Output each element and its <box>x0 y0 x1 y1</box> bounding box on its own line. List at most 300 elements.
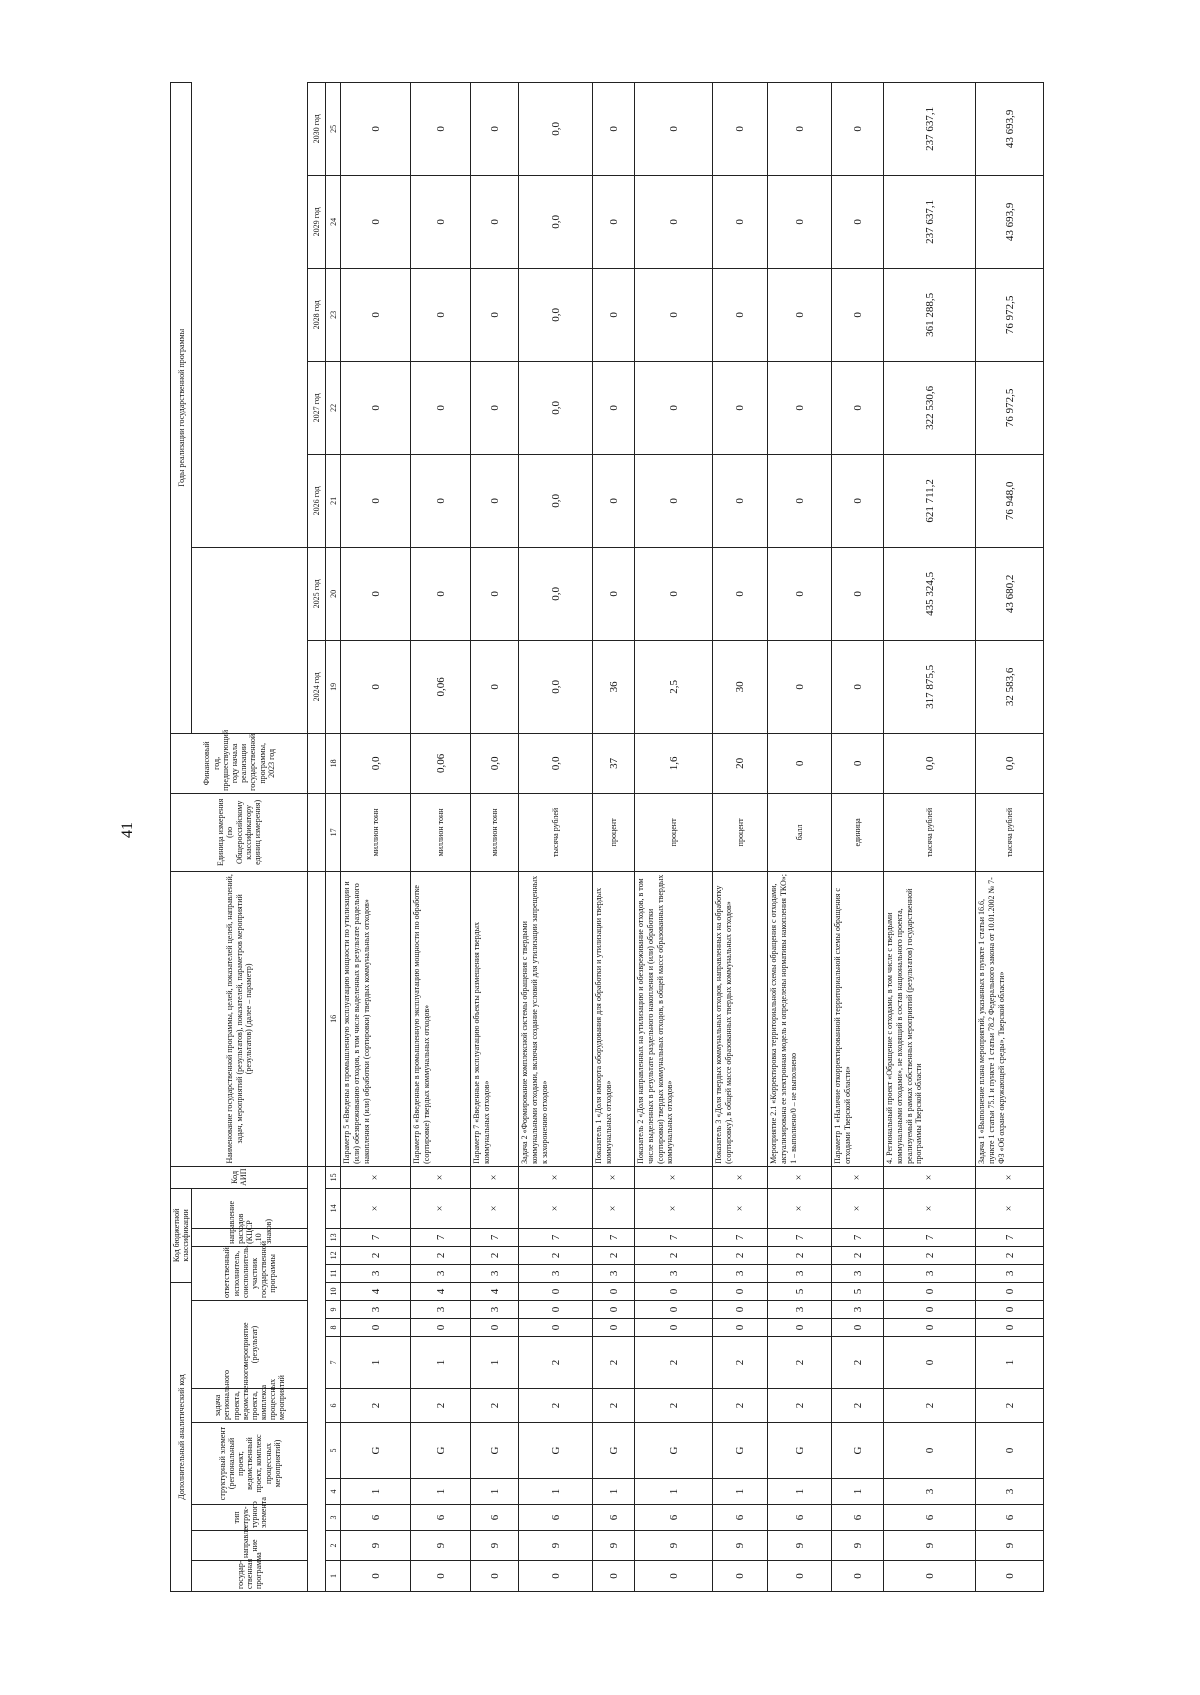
code-cell: 9 <box>519 1531 593 1561</box>
table-row <box>976 82 1044 1591</box>
table-row <box>411 82 471 1591</box>
value-cell: 0 <box>832 361 884 454</box>
code-cell: 3 <box>593 1264 635 1282</box>
code-cell: 2 <box>768 1337 832 1389</box>
table-row <box>768 82 832 1591</box>
value-cell: 0 <box>593 361 635 454</box>
col-num: 3 <box>326 1505 341 1531</box>
base-cell: 20 <box>713 733 768 793</box>
header-year-2026: 2026 год <box>308 454 326 547</box>
header-year-2024: 2024 год <box>308 640 326 733</box>
value-cell: 0 <box>471 175 519 268</box>
header-spacer-unit <box>308 793 326 871</box>
value-cell: 0 <box>341 640 411 733</box>
value-cell: 0 <box>411 361 471 454</box>
header-year-2030: 2030 год <box>308 82 326 175</box>
code-cell: 2 <box>635 1337 713 1389</box>
col-num: 10 <box>326 1282 341 1300</box>
header-years-title: Годы реализации государственной программы <box>171 82 192 733</box>
unit-cell: процент <box>713 793 768 871</box>
code-cell: 2 <box>341 1389 411 1423</box>
code-cell: 0 <box>713 1561 768 1592</box>
code-cell: 4 <box>411 1282 471 1300</box>
table-row <box>713 82 768 1591</box>
code-cell: 0 <box>341 1561 411 1592</box>
value-cell: 0 <box>471 82 519 175</box>
value-cell: 0 <box>635 547 713 640</box>
code-cell: 1 <box>713 1479 768 1505</box>
value-cell: 43 680,2 <box>976 547 1044 640</box>
name-cell: Показатель 1 «Доля импорта оборудования для обработки и утилизации твердых коммунальных отходов» <box>593 871 635 1166</box>
col-num: 16 <box>326 871 341 1166</box>
table-row <box>341 82 411 1591</box>
code-cell: 2 <box>471 1246 519 1264</box>
code-cell: 7 <box>635 1228 713 1246</box>
table-row <box>832 82 884 1591</box>
header-spacer <box>308 1166 326 1591</box>
code-cell: 2 <box>713 1389 768 1423</box>
base-cell: 1,6 <box>635 733 713 793</box>
code-cell: 2 <box>593 1246 635 1264</box>
value-cell: 0 <box>832 268 884 361</box>
value-cell: 0 <box>341 82 411 175</box>
kcsr-cell: × <box>768 1188 832 1228</box>
code-cell: 6 <box>411 1505 471 1531</box>
value-cell: 621 711,2 <box>884 454 976 547</box>
aip-cell: × <box>635 1166 713 1188</box>
value-cell: 317 875,5 <box>884 640 976 733</box>
name-cell: Задача 1 «Выполнение плана мероприятий, указанных в пункте 1 статьи 16.6, пункте 1 статьи 75.1 и пункте 1 статьи 78.2 Федерального закона от 10.01.2002 № 7-ФЗ «Об охране окружающей среды», Тверской области» <box>976 871 1044 1166</box>
code-cell: 0 <box>884 1301 976 1319</box>
value-cell: 76 972,5 <box>976 268 1044 361</box>
aip-cell: × <box>519 1166 593 1188</box>
code-cell: 0 <box>976 1423 1044 1479</box>
code-cell: 3 <box>832 1264 884 1282</box>
col-num: 21 <box>326 454 341 547</box>
code-cell: 3 <box>411 1301 471 1319</box>
code-cell: G <box>341 1423 411 1479</box>
code-cell: 9 <box>884 1531 976 1561</box>
value-cell: 0,0 <box>519 361 593 454</box>
header-budget-code: Код бюджетной классификации <box>171 1188 192 1282</box>
code-cell: 7 <box>976 1228 1044 1246</box>
col-num: 4 <box>326 1479 341 1505</box>
name-cell: Показатель 2 «Доля направленных на утилизацию и обезвреживание отходов, в том числе выделенных в результате раздельного накопления и (или) обработки (сортировки) твердых коммунальных отходов, в общей массе образованных твердых коммунальных отходов» <box>635 871 713 1166</box>
code-cell: 9 <box>635 1531 713 1561</box>
unit-cell: миллион тонн <box>471 793 519 871</box>
code-cell: 0 <box>411 1561 471 1592</box>
code-cell: 2 <box>976 1246 1044 1264</box>
base-cell: 0,0 <box>471 733 519 793</box>
code-cell: 0 <box>519 1282 593 1300</box>
code-cell: 6 <box>884 1505 976 1531</box>
code-cell: 1 <box>593 1479 635 1505</box>
value-cell: 0 <box>768 82 832 175</box>
base-cell: 0,0 <box>976 733 1044 793</box>
code-cell: 4 <box>471 1282 519 1300</box>
header-direction: направле-ние <box>192 1531 308 1561</box>
code-cell: 3 <box>832 1301 884 1319</box>
base-cell: 0 <box>832 733 884 793</box>
code-cell: 9 <box>471 1531 519 1561</box>
name-cell: 4. Региональный проект «Обращение с отходами, в том числе с твердыми коммунальными отходами», не входящий в состав национального проекта, реализуемый в рамках собственных мероприятий (результатов) государственной программы Тверской области <box>884 871 976 1166</box>
code-cell: 1 <box>471 1337 519 1389</box>
value-cell: 0 <box>471 361 519 454</box>
code-cell: 3 <box>519 1264 593 1282</box>
header-year-2028: 2028 год <box>308 268 326 361</box>
unit-cell: тысяча рублей <box>884 793 976 871</box>
name-cell: Параметр 7 «Введенные в эксплуатацию объекты размещения твердых коммунальных отходов» <box>471 871 519 1166</box>
col-num: 8 <box>326 1319 341 1337</box>
code-cell: 1 <box>411 1337 471 1389</box>
code-cell: G <box>471 1423 519 1479</box>
value-cell: 0 <box>411 454 471 547</box>
col-num: 6 <box>326 1389 341 1423</box>
kcsr-cell: × <box>593 1188 635 1228</box>
kcsr-cell: × <box>832 1188 884 1228</box>
code-cell: 2 <box>411 1246 471 1264</box>
header-additional-code: Дополнительный аналитический код <box>171 1282 192 1591</box>
base-cell: 37 <box>593 733 635 793</box>
col-num: 13 <box>326 1228 341 1246</box>
code-cell: 0 <box>768 1319 832 1337</box>
code-cell: 1 <box>411 1479 471 1505</box>
code-cell: 5 <box>832 1282 884 1300</box>
col-num: 5 <box>326 1423 341 1479</box>
value-cell: 0 <box>471 454 519 547</box>
col-num: 11 <box>326 1264 341 1282</box>
unit-cell: балл <box>768 793 832 871</box>
code-cell: 2 <box>768 1246 832 1264</box>
code-cell: 0 <box>832 1561 884 1592</box>
aip-cell: × <box>976 1166 1044 1188</box>
header-unit: Единица измерения (по Общероссийскому классификатору единиц измерения) <box>171 793 308 871</box>
base-cell: 0,0 <box>519 733 593 793</box>
code-cell: 2 <box>976 1389 1044 1423</box>
value-cell: 43 693,9 <box>976 175 1044 268</box>
code-cell: 2 <box>635 1389 713 1423</box>
code-cell: 7 <box>471 1228 519 1246</box>
value-cell: 0 <box>341 454 411 547</box>
code-cell: 9 <box>768 1531 832 1561</box>
code-cell: 7 <box>884 1228 976 1246</box>
code-cell: 0 <box>635 1561 713 1592</box>
code-cell: 0 <box>635 1301 713 1319</box>
code-cell: 3 <box>768 1264 832 1282</box>
value-cell: 0,0 <box>519 268 593 361</box>
code-cell: 0 <box>884 1561 976 1592</box>
code-cell: 3 <box>341 1301 411 1319</box>
value-cell: 0 <box>832 82 884 175</box>
value-cell: 237 637,1 <box>884 175 976 268</box>
code-cell: 0 <box>471 1561 519 1592</box>
code-cell: 0 <box>341 1319 411 1337</box>
header-year-2029: 2029 год <box>308 175 326 268</box>
code-cell: 9 <box>976 1531 1044 1561</box>
code-cell: 3 <box>341 1264 411 1282</box>
value-cell: 30 <box>713 640 768 733</box>
code-cell: 1 <box>519 1479 593 1505</box>
code-cell: 0 <box>976 1561 1044 1592</box>
value-cell: 76 948,0 <box>976 454 1044 547</box>
col-num: 18 <box>326 733 341 793</box>
code-cell: 0 <box>519 1561 593 1592</box>
code-cell: G <box>411 1423 471 1479</box>
code-cell: 0 <box>884 1319 976 1337</box>
table-row <box>635 82 713 1591</box>
code-cell: 0 <box>471 1319 519 1337</box>
value-cell: 0,0 <box>519 175 593 268</box>
code-cell: 0 <box>635 1319 713 1337</box>
code-cell: 3 <box>411 1264 471 1282</box>
table-row <box>593 82 635 1591</box>
value-cell: 0 <box>713 547 768 640</box>
code-cell: 0 <box>713 1319 768 1337</box>
value-cell: 0 <box>471 268 519 361</box>
kcsr-cell: × <box>635 1188 713 1228</box>
value-cell: 0,0 <box>519 547 593 640</box>
code-cell: 2 <box>832 1389 884 1423</box>
value-cell: 0 <box>593 82 635 175</box>
value-cell: 0 <box>713 361 768 454</box>
code-cell: 3 <box>471 1301 519 1319</box>
value-cell: 0 <box>768 268 832 361</box>
kcsr-cell: × <box>519 1188 593 1228</box>
value-cell: 0,06 <box>411 640 471 733</box>
col-num: 22 <box>326 361 341 454</box>
col-num: 1 <box>326 1561 341 1592</box>
col-num: 23 <box>326 268 341 361</box>
header-spacer-name <box>308 871 326 1166</box>
header-executor: ответственный исполнитель, соисполнитель, участник государственной программы <box>192 1246 308 1300</box>
value-cell: 0 <box>341 361 411 454</box>
name-cell: Мероприятие 2.1 «Корректировка территориальной схемы обращения с отходами, актуализирована ее электронная модель и определены нормативы накопления ТКО»; 1 – выполнено/0 – не выполнено <box>768 871 832 1166</box>
unit-cell: миллион тонн <box>411 793 471 871</box>
value-cell: 0 <box>635 82 713 175</box>
header-struct-type: тип струк-турного элемента <box>192 1505 308 1531</box>
unit-cell: процент <box>593 793 635 871</box>
kcsr-cell: × <box>976 1188 1044 1228</box>
value-cell: 2,5 <box>635 640 713 733</box>
page-number: 41 <box>119 822 136 838</box>
name-cell: Задача 2 «Формирование комплексной системы обращения с твердыми коммунальными отходами, включая создание условий для утилизации запрещенных к захоронению отходов» <box>519 871 593 1166</box>
aip-cell: × <box>768 1166 832 1188</box>
code-cell: 0 <box>635 1282 713 1300</box>
code-cell: G <box>832 1423 884 1479</box>
code-cell: 0 <box>713 1301 768 1319</box>
code-cell: 3 <box>976 1479 1044 1505</box>
code-cell: 1 <box>976 1337 1044 1389</box>
name-cell: Параметр 5 «Введены в промышленную эксплуатацию мощности по утилизации и (или) обезвреживанию отходов, в том числе выделенных в результате раздельного накопления и (или) обработки (сортировки) твердых коммунальных отходов» <box>341 871 411 1166</box>
code-cell: 2 <box>768 1389 832 1423</box>
code-cell: 6 <box>976 1505 1044 1531</box>
table-row <box>519 82 593 1591</box>
value-cell: 0 <box>713 175 768 268</box>
header-task: задача регионального проекта, ведомственного проекта, комплекса процессных мероприятий <box>192 1389 308 1423</box>
code-cell: 2 <box>519 1337 593 1389</box>
code-cell: 5 <box>768 1282 832 1300</box>
code-cell: 3 <box>471 1264 519 1282</box>
value-cell: 0 <box>832 547 884 640</box>
code-cell: 6 <box>713 1505 768 1531</box>
col-num: 15 <box>326 1166 341 1188</box>
code-cell: 7 <box>768 1228 832 1246</box>
aip-cell: × <box>884 1166 976 1188</box>
value-cell: 435 324,5 <box>884 547 976 640</box>
value-cell: 0 <box>768 640 832 733</box>
code-cell: 2 <box>593 1337 635 1389</box>
col-num: 9 <box>326 1301 341 1319</box>
header-expense-direction: направление расходов (КЦСР 10 знаков) <box>192 1228 308 1246</box>
code-cell: 1 <box>768 1479 832 1505</box>
value-cell: 0 <box>341 175 411 268</box>
header-state-program: государ-ственная программа <box>192 1561 308 1592</box>
code-cell: 6 <box>471 1505 519 1531</box>
code-cell: 3 <box>976 1264 1044 1282</box>
value-cell: 0 <box>341 268 411 361</box>
value-cell: 0 <box>713 82 768 175</box>
value-cell: 0,0 <box>519 640 593 733</box>
code-cell: 0 <box>593 1301 635 1319</box>
value-cell: 0 <box>713 454 768 547</box>
value-cell: 43 693,9 <box>976 82 1044 175</box>
aip-cell: × <box>832 1166 884 1188</box>
kcsr-cell: × <box>341 1188 411 1228</box>
unit-cell: процент <box>635 793 713 871</box>
unit-cell: тысяча рублей <box>519 793 593 871</box>
code-cell: 9 <box>411 1531 471 1561</box>
code-cell: 1 <box>341 1479 411 1505</box>
code-cell: 7 <box>593 1228 635 1246</box>
base-cell: 0,0 <box>341 733 411 793</box>
code-cell: 2 <box>832 1246 884 1264</box>
code-cell: G <box>593 1423 635 1479</box>
code-cell: 6 <box>768 1505 832 1531</box>
col-num: 24 <box>326 175 341 268</box>
header-base-year: Финансовый год, предшествующий году начала реализации государственной программы, 2023 год <box>171 733 308 793</box>
base-cell: 0 <box>768 733 832 793</box>
value-cell: 0 <box>471 547 519 640</box>
col-num: 25 <box>326 82 341 175</box>
table-row <box>884 82 976 1591</box>
code-cell: 7 <box>832 1228 884 1246</box>
value-cell: 0 <box>411 547 471 640</box>
code-cell: 4 <box>341 1282 411 1300</box>
value-cell: 361 288,5 <box>884 268 976 361</box>
code-cell: 7 <box>411 1228 471 1246</box>
header-years-blank <box>192 547 308 1228</box>
code-cell: 9 <box>341 1531 411 1561</box>
code-cell: 2 <box>884 1389 976 1423</box>
code-cell: 6 <box>593 1505 635 1531</box>
code-cell: 1 <box>341 1337 411 1389</box>
value-cell: 0,0 <box>519 82 593 175</box>
col-num: 2 <box>326 1531 341 1561</box>
base-cell: 0,06 <box>411 733 471 793</box>
value-cell: 0 <box>593 454 635 547</box>
code-cell: 1 <box>832 1479 884 1505</box>
header-name: Наименование государственной программы, целей, показателей целей, направлений, задач, мероприятий (результатов), показателей, параметров мероприятий (результатов) (далее – параметр) <box>171 871 308 1166</box>
name-cell: Показатель 3 «Доля твердых коммунальных отходов, направленных на обработку (сортировку), в общей массе образованных твердых коммунальных отходов» <box>713 871 768 1166</box>
name-cell: Параметр 6 «Введенные в промышленную эксплуатацию мощности по обработке (сортировке) твердых коммунальных отходов» <box>411 871 471 1166</box>
code-cell: 6 <box>341 1505 411 1531</box>
value-cell: 0 <box>341 547 411 640</box>
aip-cell: × <box>471 1166 519 1188</box>
value-cell: 0,0 <box>519 454 593 547</box>
code-cell: 2 <box>411 1389 471 1423</box>
aip-cell: × <box>593 1166 635 1188</box>
value-cell: 0 <box>768 454 832 547</box>
header-year-2027: 2027 год <box>308 361 326 454</box>
value-cell: 0 <box>713 268 768 361</box>
code-cell: 6 <box>832 1505 884 1531</box>
code-cell: 3 <box>635 1264 713 1282</box>
value-cell: 32 583,6 <box>976 640 1044 733</box>
code-cell: 1 <box>635 1479 713 1505</box>
code-cell: 0 <box>884 1337 976 1389</box>
code-cell: 0 <box>593 1561 635 1592</box>
program-table <box>170 82 1044 1592</box>
unit-cell: единица <box>832 793 884 871</box>
code-cell: 2 <box>519 1389 593 1423</box>
code-cell: 0 <box>976 1282 1044 1300</box>
kcsr-cell: × <box>884 1188 976 1228</box>
value-cell: 76 972,5 <box>976 361 1044 454</box>
value-cell: 0 <box>635 361 713 454</box>
value-cell: 322 530,6 <box>884 361 976 454</box>
unit-cell: тысяча рублей <box>976 793 1044 871</box>
value-cell: 0 <box>411 268 471 361</box>
code-cell: 9 <box>593 1531 635 1561</box>
code-cell: 3 <box>884 1264 976 1282</box>
unit-cell: миллион тонн <box>341 793 411 871</box>
code-cell: G <box>768 1423 832 1479</box>
value-cell: 0 <box>593 547 635 640</box>
code-cell: 0 <box>976 1319 1044 1337</box>
value-cell: 237 637,1 <box>884 82 976 175</box>
code-cell: 7 <box>519 1228 593 1246</box>
code-cell: 0 <box>884 1423 976 1479</box>
code-cell: 0 <box>976 1301 1044 1319</box>
value-cell: 36 <box>593 640 635 733</box>
col-num: 14 <box>326 1188 341 1228</box>
code-cell: 2 <box>471 1389 519 1423</box>
code-cell: 3 <box>884 1479 976 1505</box>
code-cell: 7 <box>341 1228 411 1246</box>
value-cell: 0 <box>635 268 713 361</box>
code-cell: G <box>713 1423 768 1479</box>
code-cell: 0 <box>768 1561 832 1592</box>
col-num: 17 <box>326 793 341 871</box>
code-cell: 9 <box>832 1531 884 1561</box>
header-year-2025: 2025 год <box>308 547 326 640</box>
code-cell: 2 <box>341 1246 411 1264</box>
code-cell: 1 <box>471 1479 519 1505</box>
col-num: 19 <box>326 640 341 733</box>
value-cell: 0 <box>411 82 471 175</box>
value-cell: 0 <box>768 547 832 640</box>
header-spacer-base <box>308 733 326 793</box>
aip-cell: × <box>411 1166 471 1188</box>
value-cell: 0 <box>471 640 519 733</box>
value-cell: 0 <box>832 175 884 268</box>
code-cell: 0 <box>593 1282 635 1300</box>
col-num: 20 <box>326 547 341 640</box>
code-cell: 0 <box>519 1301 593 1319</box>
kcsr-cell: × <box>713 1188 768 1228</box>
code-cell: 3 <box>713 1264 768 1282</box>
code-cell: 2 <box>519 1246 593 1264</box>
